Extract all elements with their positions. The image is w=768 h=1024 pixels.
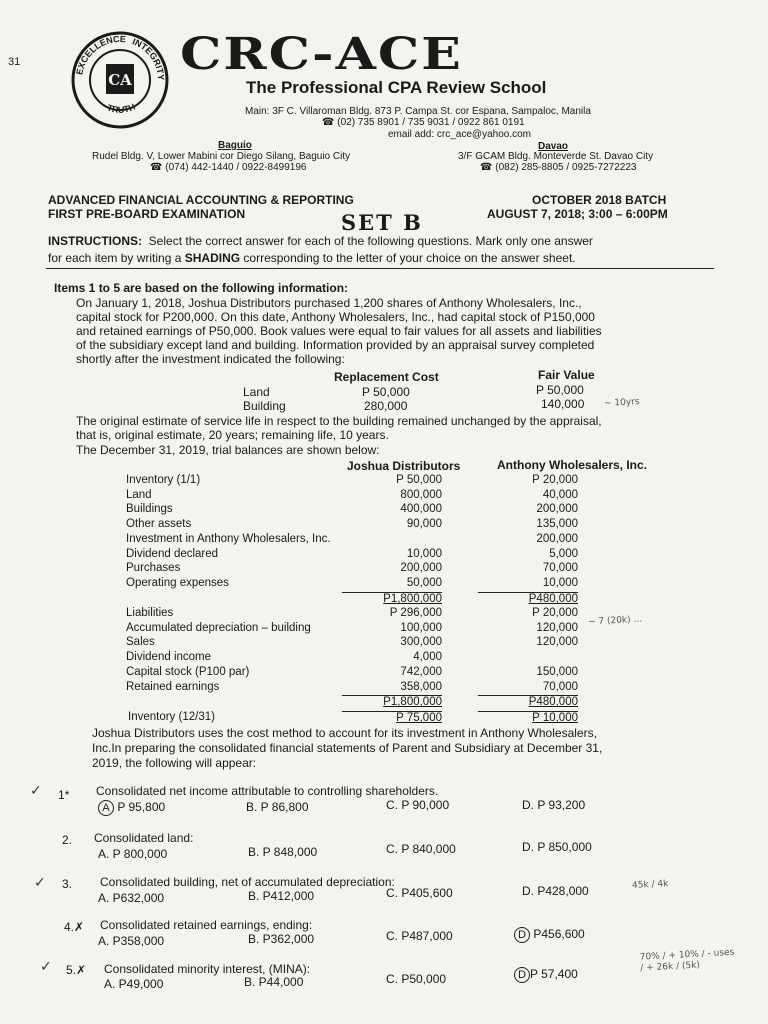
choice-b[interactable]: B. P362,000 xyxy=(248,932,315,946)
choice-c[interactable]: C. P487,000 xyxy=(386,929,453,943)
tb-row-label: Purchases xyxy=(126,562,181,574)
exam-batch: OCTOBER 2018 BATCH xyxy=(532,193,667,207)
tb-parent-amount: P 50,000 xyxy=(396,474,442,486)
tb-debit-total-parent: P1,800,000 xyxy=(342,592,442,605)
appraisal-row-replacement: P 50,000 xyxy=(362,385,410,399)
choice-d[interactable]: D. P 850,000 xyxy=(522,840,592,854)
tb-sub-amount: 200,000 xyxy=(536,533,578,545)
choice-a[interactable]: A P 95,800 xyxy=(98,800,165,816)
circled-choice-icon: D xyxy=(514,967,530,983)
question-text: Consolidated land: xyxy=(94,831,194,845)
choice-d[interactable]: D P 57,400 xyxy=(514,967,578,983)
header-divider xyxy=(46,268,714,269)
paragraph-line: capital stock for P200,000. On this date, Anthony Wholesalers, Inc., had capital stock of P150,000 xyxy=(76,310,595,324)
tb-sub-amount: P 10,000 xyxy=(478,711,578,724)
tb-parent-amount: 4,000 xyxy=(413,651,442,663)
tb-row-label: Inventory (12/31) xyxy=(128,711,215,723)
appraisal-row-fair: 140,000 xyxy=(541,397,585,411)
paragraph-line: that is, original estimate, 20 years; remaining life, 10 years. xyxy=(76,428,389,442)
tb-sub-amount: 200,000 xyxy=(536,503,578,515)
choice-a[interactable]: A. P49,000 xyxy=(104,977,164,991)
handwritten-note: 70% / + 10% / - uses / + 26k / (5k) xyxy=(639,947,735,974)
svg-text:TRUTH: TRUTH xyxy=(105,101,137,115)
checkmark-icon: ✓ xyxy=(40,958,52,974)
tb-parent-amount: 742,000 xyxy=(400,666,442,678)
tb-row-label: Capital stock (P100 par) xyxy=(126,666,250,678)
tb-sub-amount: 5,000 xyxy=(549,548,578,560)
email-address: email add: crc_ace@yahoo.com xyxy=(388,129,531,140)
exam-date: AUGUST 7, 2018; 3:00 – 6:00PM xyxy=(487,207,668,221)
choice-b[interactable]: B. P 86,800 xyxy=(246,800,309,814)
circled-choice-icon: A xyxy=(98,800,114,816)
question-number: 2. xyxy=(62,833,73,847)
question-number: 5.✗ xyxy=(66,963,87,977)
tb-row-label: Liabilities xyxy=(126,607,174,619)
exam-subject: ADVANCED FINANCIAL ACCOUNTING & REPORTING xyxy=(48,193,354,207)
circled-choice-icon: D xyxy=(514,927,530,943)
baguio-phone: ☎ (074) 442-1440 / 0922-8499196 xyxy=(150,162,307,173)
tb-sub-amount: 40,000 xyxy=(542,489,578,501)
paragraph-line: The original estimate of service life in respect to the building remained unchanged by the appraisal, xyxy=(76,414,602,428)
choice-c[interactable]: C. P 840,000 xyxy=(386,842,456,856)
tb-row-label: Buildings xyxy=(126,503,173,515)
appraisal-row-fair: P 50,000 xyxy=(536,383,584,397)
handwritten-note: ~ 10yrs xyxy=(603,397,640,409)
tb-row-label: Dividend income xyxy=(126,651,212,663)
main-phone: ☎ (02) 735 8901 / 735 9031 / 0922 861 0191 xyxy=(322,117,525,128)
paragraph-line: shortly after the investment indicated the following: xyxy=(76,352,345,366)
tb-parent-amount: 200,000 xyxy=(400,562,442,574)
tb-parent-amount: 50,000 xyxy=(406,577,442,589)
tb-parent-amount: 358,000 xyxy=(400,681,442,693)
checkmark-icon: ✓ xyxy=(34,874,46,890)
tb-row-label: Investment in Anthony Wholesalers, Inc. xyxy=(126,533,331,545)
appraisal-header-fair: Fair Value xyxy=(538,368,595,382)
question-text: Consolidated net income attributable to controlling shareholders. xyxy=(96,784,439,798)
baguio-address: Rudel Bldg. V, Lower Mabini cor Diego Silang, Baguio City xyxy=(92,151,351,162)
tb-sub-amount: 70,000 xyxy=(542,562,578,574)
appraisal-header-replacement: Replacement Cost xyxy=(334,370,439,384)
tb-sub-amount: 120,000 xyxy=(536,636,578,648)
tb-parent-amount: 800,000 xyxy=(400,489,442,501)
question-text: Consolidated retained earnings, ending: xyxy=(100,918,313,932)
tb-row-label: Dividend declared xyxy=(126,548,219,560)
tb-debit-total-sub: P480,000 xyxy=(478,592,578,605)
tb-sub-amount: P 20,000 xyxy=(532,607,578,619)
tb-row-label: Land xyxy=(126,489,152,501)
instructions-line-2: for each item by writing a SHADING corresponding to the letter of your choice on the answer sheet. xyxy=(48,251,576,265)
tb-sub-amount: 10,000 xyxy=(542,577,578,589)
tb-sub-amount: P 20,000 xyxy=(532,474,578,486)
tagline: The Professional CPA Review School xyxy=(246,78,547,97)
choice-c[interactable]: C. P50,000 xyxy=(386,972,447,986)
baguio-branch-title: Baguio xyxy=(218,140,252,151)
main-address: Main: 3F C. Villaroman Bldg. 873 P. Campa St. cor Espana, Sampaloc, Manila xyxy=(245,106,591,117)
question-number: 1* xyxy=(58,788,70,802)
handwritten-note: ~ 7 (20k) ... xyxy=(587,614,643,628)
appraisal-row-label: Land xyxy=(243,385,270,399)
choice-d[interactable]: D P456,600 xyxy=(514,927,585,943)
tb-row-label: Other assets xyxy=(126,518,192,530)
choice-b[interactable]: B. P 848,000 xyxy=(248,845,318,859)
choice-d[interactable]: D. P428,000 xyxy=(522,884,589,898)
davao-address: 3/F GCAM Bldg. Monteverde St. Davao City xyxy=(458,151,654,162)
choice-b[interactable]: B. P412,000 xyxy=(248,889,315,903)
choice-a[interactable]: A. P358,000 xyxy=(98,934,165,948)
crc-ace-logo xyxy=(70,30,170,130)
question-number: 3. xyxy=(62,877,73,891)
choice-c[interactable]: C. P405,600 xyxy=(386,886,453,900)
tb-parent-amount: 100,000 xyxy=(400,622,442,634)
tb-row-label: Inventory (1/1) xyxy=(126,474,201,486)
question-number: 4.✗ xyxy=(64,920,85,934)
paragraph-line: 2019, the following will appear: xyxy=(92,756,257,770)
choice-a[interactable]: A. P632,000 xyxy=(98,891,165,905)
page-number-note: 31 xyxy=(8,56,21,68)
tb-header-subsidiary: Anthony Wholesalers, Inc. xyxy=(497,458,648,472)
tb-parent-amount: 90,000 xyxy=(406,518,442,530)
appraisal-row-label: Building xyxy=(243,399,286,413)
tb-header-parent: Joshua Distributors xyxy=(347,459,461,473)
question-text: Consolidated minority interest, (MINA): xyxy=(104,962,311,976)
choice-a[interactable]: A. P 800,000 xyxy=(98,847,168,861)
tb-sub-amount: 150,000 xyxy=(536,666,578,678)
paragraph-line: The December 31, 2019, trial balances are shown below: xyxy=(76,443,380,457)
tb-parent-amount: 400,000 xyxy=(400,503,442,515)
choice-d[interactable]: D. P 93,200 xyxy=(522,798,586,812)
paragraph-line: On January 1, 2018, Joshua Distributors purchased 1,200 shares of Anthony Wholesalers, Inc., xyxy=(76,296,582,310)
appraisal-row-replacement: 280,000 xyxy=(364,399,408,413)
question-text: Consolidated building, net of accumulated depreciation: xyxy=(100,875,395,889)
tb-credit-total-sub: P480,000 xyxy=(478,695,578,708)
paragraph-line: and retained earnings of P50,000. Book values were equal to fair values for all assets and liabilities xyxy=(76,324,602,338)
choice-c[interactable]: C. P 90,000 xyxy=(386,798,450,812)
tb-credit-total-parent: P1,800,000 xyxy=(342,695,442,708)
tb-row-label: Operating expenses xyxy=(126,577,229,589)
davao-branch-title: Davao xyxy=(538,141,569,152)
svg-text:EXCELLENCE: EXCELLENCE xyxy=(74,33,127,76)
checkmark-icon: ✓ xyxy=(30,782,42,798)
tb-parent-amount: 300,000 xyxy=(400,636,442,648)
handwritten-note: 45k / 4k xyxy=(631,879,669,891)
problem-heading: Items 1 to 5 are based on the following information: xyxy=(54,281,349,295)
exam-set-label: SET B xyxy=(341,210,423,235)
tb-parent-amount: P 75,000 xyxy=(342,711,442,724)
tb-sub-amount: 70,000 xyxy=(542,681,578,693)
instructions-line-1: INSTRUCTIONS: Select the correct answer for each of the following questions. Mark only one answer xyxy=(48,234,593,248)
paragraph-line: Joshua Distributors uses the cost method to account for its investment in Anthony Wholesalers, xyxy=(92,726,597,740)
svg-text:INTEGRITY: INTEGRITY xyxy=(131,36,167,81)
exam-name: FIRST PRE-BOARD EXAMINATION xyxy=(48,207,246,221)
tb-parent-amount: 10,000 xyxy=(406,548,442,560)
tb-row-label: Retained earnings xyxy=(126,681,220,693)
paragraph-line: of the subsidiary except land and building. Information provided by an appraisal survey completed xyxy=(76,338,595,352)
davao-phone: ☎ (082) 285-8805 / 0925-7272223 xyxy=(480,162,637,173)
tb-sub-amount: 135,000 xyxy=(536,518,578,530)
paragraph-line: Inc.In preparing the consolidated financial statements of Parent and Subsidiary at December 31, xyxy=(92,741,603,755)
tb-parent-amount: P 296,000 xyxy=(389,607,442,619)
tb-row-label: Sales xyxy=(126,636,155,648)
tb-row-label: Accumulated depreciation – building xyxy=(126,622,311,634)
svg-text:CA: CA xyxy=(108,71,132,89)
brand-title: CRC-ACE xyxy=(180,28,463,80)
choice-b[interactable]: B. P44,000 xyxy=(244,975,304,989)
tb-sub-amount: 120,000 xyxy=(536,622,578,634)
